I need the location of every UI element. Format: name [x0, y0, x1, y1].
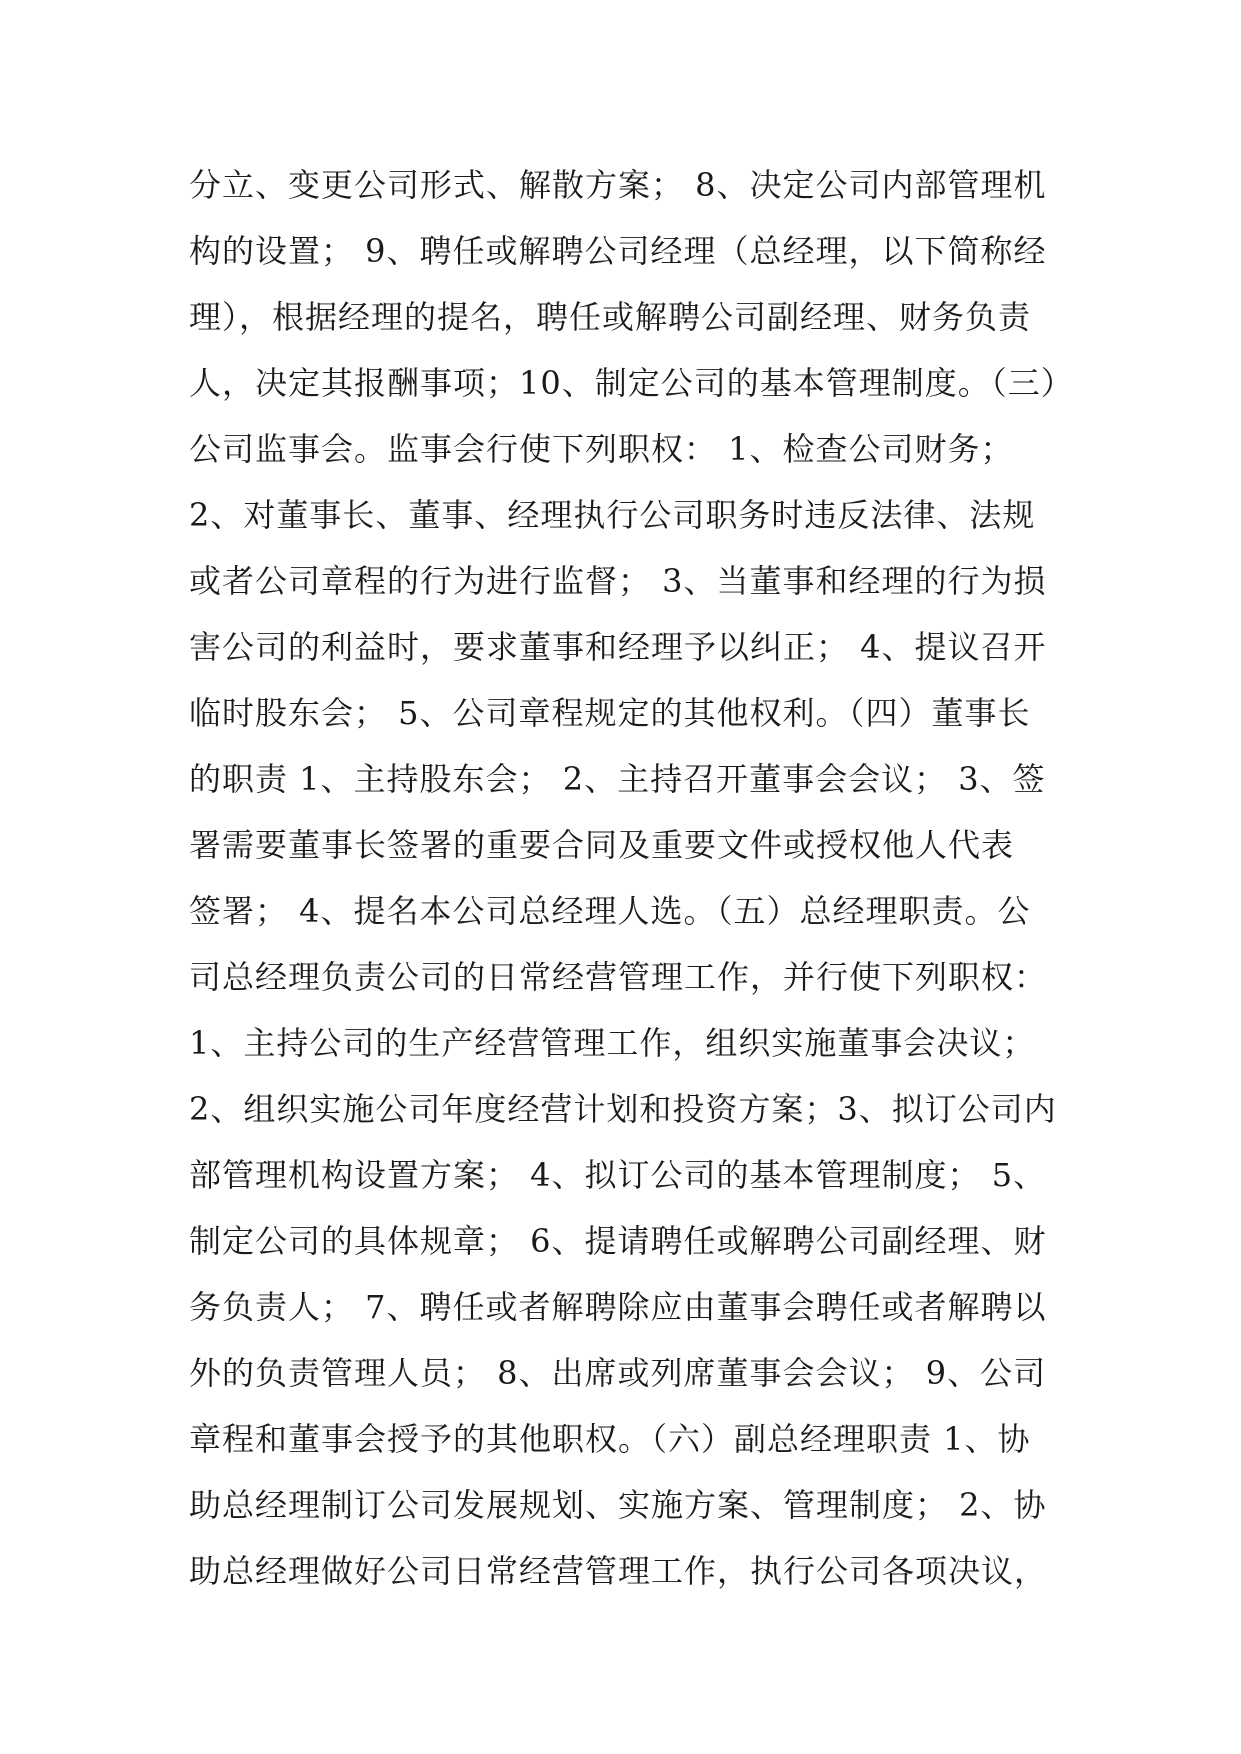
body-text	[189, 152, 1074, 1604]
text-line: 务负责人； 7、聘任或者解聘除应由董事会聘任或者解聘以	[189, 1288, 1047, 1326]
text-line: 2、组织实施公司年度经营计划和投资方案；3、拟订公司内	[189, 1090, 1057, 1128]
text-line: 人，决定其报酬事项；10、制定公司的基本管理制度。（三）	[189, 364, 1074, 402]
text-line: 署需要董事长签署的重要合同及重要文件或授权他人代表	[189, 826, 1015, 864]
text-line: 司总经理负责公司的日常经营管理工作，并行使下列职权：	[189, 958, 1048, 996]
text-line: 助总经理做好公司日常经营管理工作，执行公司各项决议，	[189, 1552, 1048, 1590]
text-line: 制定公司的具体规章； 6、提请聘任或解聘公司副经理、财	[189, 1222, 1047, 1260]
text-line: 害公司的利益时，要求董事和经理予以纠正； 4、提议召开	[189, 628, 1047, 666]
text-line: 临时股东会； 5、公司章程规定的其他权利。（四）董事长	[189, 694, 1031, 732]
text-line: 章程和董事会授予的其他职权。（六）副总经理职责 1、协	[189, 1420, 1031, 1458]
text-line: 分立、变更公司形式、解散方案； 8、决定公司内部管理机	[189, 166, 1047, 204]
text-line: 外的负责管理人员； 8、出席或列席董事会会议； 9、公司	[189, 1354, 1047, 1392]
text-line: 2、对董事长、董事、经理执行公司职务时违反法律、法规	[189, 496, 1036, 534]
text-line: 1、主持公司的生产经营管理工作，组织实施董事会决议；	[189, 1024, 1036, 1062]
text-line: 签署； 4、提名本公司总经理人选。（五）总经理职责。公	[189, 892, 1031, 930]
text-line: 构的设置； 9、聘任或解聘公司经理（总经理，以下简称经	[189, 232, 1047, 270]
text-line: 理），根据经理的提名，聘任或解聘公司副经理、财务负责	[189, 298, 1032, 336]
text-line: 助总经理制订公司发展规划、实施方案、管理制度； 2、协	[189, 1486, 1047, 1524]
text-line: 的职责 1、主持股东会； 2、主持召开董事会会议； 3、签	[189, 760, 1046, 798]
text-line: 部管理机构设置方案； 4、拟订公司的基本管理制度； 5、	[189, 1156, 1047, 1194]
text-line: 公司监事会。监事会行使下列职权： 1、检查公司财务；	[189, 430, 1014, 468]
text-line: 或者公司章程的行为进行监督； 3、当董事和经理的行为损	[189, 562, 1047, 600]
